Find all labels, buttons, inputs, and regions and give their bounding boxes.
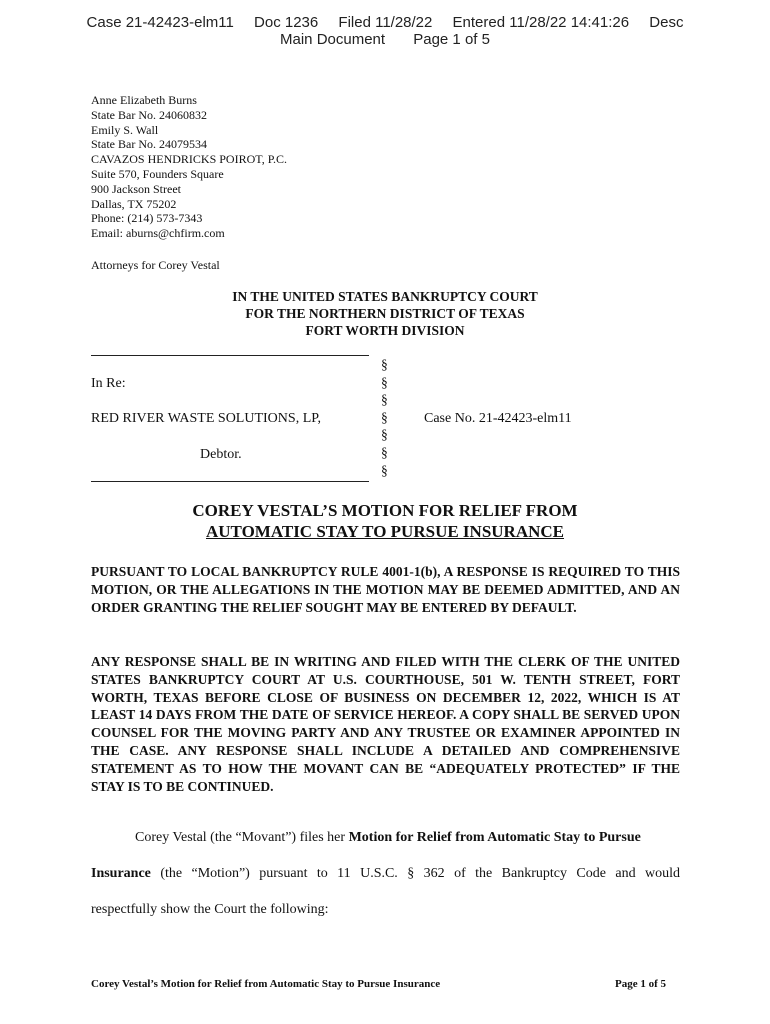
section-symbol: § xyxy=(381,409,388,425)
attorney-line: Email: aburns@chfirm.com xyxy=(91,226,225,241)
ecf-doc-number: Doc 1236 xyxy=(254,14,319,31)
caption-rule-top xyxy=(91,355,369,356)
attorney-line: Emily S. Wall xyxy=(91,122,159,137)
section-symbol: § xyxy=(381,357,388,372)
ecf-page-number: Page 1 of 5 xyxy=(413,31,490,48)
body-intro: Corey Vestal (the “Movant”) files her xyxy=(135,830,349,845)
court-line-1: IN THE UNITED STATES BANKRUPTCY COURT xyxy=(232,289,538,304)
notice-paragraph-1: PURSUANT TO LOCAL BANKRUPTCY RULE 4001-1(b), A RESPONSE IS REQUIRED TO THIS MOTION, OR THE ALLEGATIONS IN THE MOTION MAY BE DEEMED ADMITTED, AND AN ORDER GRANTING THE RELIEF SOUGHT MAY BE ENTERED BY DEFAULT. xyxy=(91,564,680,615)
notice-paragraph-2: ANY RESPONSE SHALL BE IN WRITING AND FILED WITH THE CLERK OF THE UNITED STATES BANKRUPTCY COURT AT U.S. COURTHOUSE, 501 W. TENTH STREET, FORT WORTH, TEXAS BEFORE CLOSE OF BUSINESS ON DECEMBER 12, 2022, WHICH IS AT LEAST 14 DAYS FROM THE DATE OF SERVICE HEREOF. A COPY SHALL BE SERVED UPON COUNSEL FOR THE MOVING PARTY AND ANY TRUSTEE OR EXAMINER APPOINTED IN THE CASE. ANY RESPONSE SHALL INCLUDE A DETAILED AND COMPREHENSIVE STATEMENT AS TO HOW THE MOVANT CAN BE “ADEQUATELY PROTECTED” IF THE STAY IS TO BE CONTINUED. xyxy=(91,654,680,794)
ecf-desc: Desc xyxy=(649,14,684,31)
section-symbol: § xyxy=(381,427,388,443)
footer-title: Corey Vestal’s Motion for Relief from Automatic Stay to Pursue Insurance xyxy=(91,978,441,990)
section-symbol: § xyxy=(381,462,388,478)
section-symbol: § xyxy=(381,444,388,460)
court-line-2: FOR THE NORTHERN DISTRICT OF TEXAS xyxy=(245,306,525,321)
section-symbol: § xyxy=(381,374,388,390)
attorney-line: Anne Elizabeth Burns xyxy=(91,93,197,107)
case-number: Case No. 21-42423-elm11 xyxy=(424,411,572,426)
attorney-line: State Bar No. 24079534 xyxy=(91,137,207,152)
body-line-2 xyxy=(91,866,680,882)
attorney-line: 900 Jackson Street xyxy=(91,181,181,196)
section-symbol: § xyxy=(381,392,388,408)
in-re-label: In Re: xyxy=(91,376,126,391)
motion-name-bold: Motion for Relief from Automatic Stay to Pursue xyxy=(348,830,641,845)
ecf-header-line-1 xyxy=(0,14,770,31)
body-line-2-text: (the “Motion”) pursuant to 11 U.S.C. § 362 of the Bankruptcy Code and would xyxy=(150,866,680,881)
attorney-block xyxy=(91,93,287,241)
ecf-header-line-2 xyxy=(0,31,770,48)
motion-title-line-1: COREY VESTAL’S MOTION FOR RELIEF FROM xyxy=(192,501,578,520)
caption-rule-bottom xyxy=(91,481,369,482)
section-symbol-column xyxy=(381,356,388,479)
attorneys-for: Attorneys for Corey Vestal xyxy=(91,258,220,272)
attorney-line: State Bar No. 24060832 xyxy=(91,107,207,122)
ecf-filed-date: Filed 11/28/22 xyxy=(338,14,433,31)
body-line-3: respectfully show the Court the following: xyxy=(91,902,329,917)
debtor-name: RED RIVER WASTE SOLUTIONS, LP, xyxy=(91,411,321,426)
attorney-line: Dallas, TX 75202 xyxy=(91,196,177,211)
footer-page-number: Page 1 of 5 xyxy=(614,978,666,990)
debtor-label: Debtor. xyxy=(200,447,242,462)
court-heading xyxy=(0,288,770,339)
ecf-case-number: Case 21-42423-elm11 xyxy=(86,14,234,31)
ecf-main-document: Main Document xyxy=(280,31,386,48)
court-line-3: FORT WORTH DIVISION xyxy=(305,323,465,338)
motion-name-bold-cont: Insurance xyxy=(91,866,151,881)
body-line-1 xyxy=(91,830,724,846)
attorney-line: CAVAZOS HENDRICKS POIROT, P.C. xyxy=(91,152,288,167)
ecf-entered-date: Entered 11/28/22 14:41:26 xyxy=(452,14,630,31)
motion-title xyxy=(0,500,770,542)
attorney-line: Suite 570, Founders Square xyxy=(91,166,224,181)
attorney-line: Phone: (214) 573-7343 xyxy=(91,211,203,226)
motion-title-line-2: AUTOMATIC STAY TO PURSUE INSURANCE xyxy=(205,522,565,541)
